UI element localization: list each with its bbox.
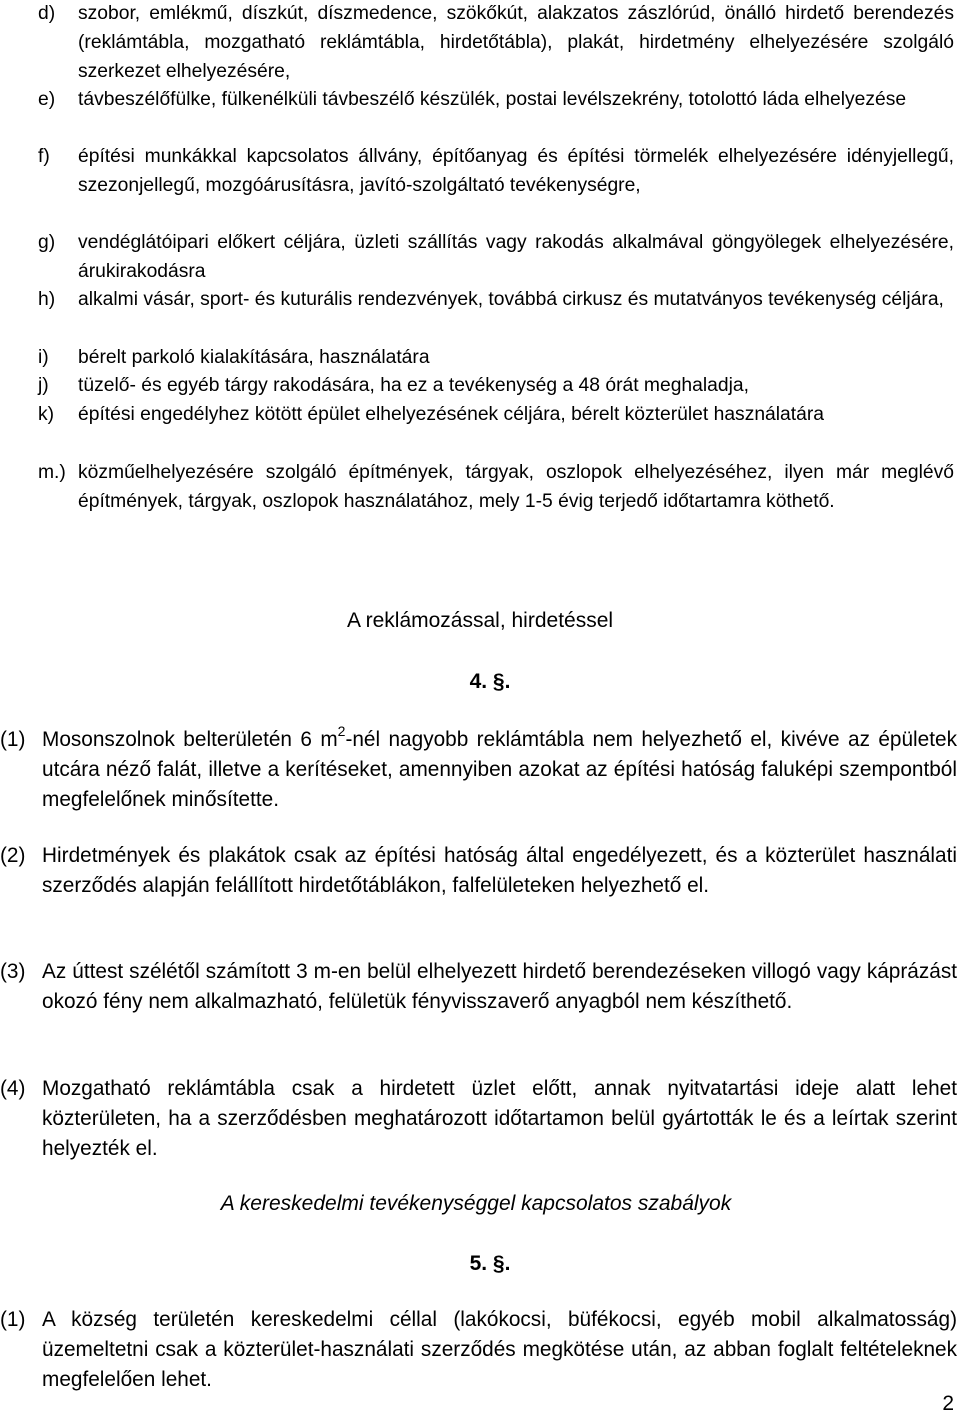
section-number: 4. §.	[469, 670, 511, 693]
list-marker: k)	[38, 404, 55, 425]
list-item-i	[38, 344, 954, 373]
paragraph-5-1	[0, 1305, 960, 1395]
section-number: 5. §.	[469, 1252, 511, 1275]
list-item-m	[38, 459, 954, 517]
paragraph-text: Mozgatható reklámtábla csak a hirdetett üzlet előtt, annak nyitvatartási ideje alatt lehet közterületen, ha a szerződésben meghatározott időtartamon belül gyártották le és a leírtak szerint helyezték el.	[42, 1077, 957, 1160]
list-item-f	[38, 143, 954, 201]
page-number: 2	[942, 1392, 954, 1415]
list-item-k	[38, 401, 954, 430]
paragraph-text-start: Mosonszolnok belterületén 6 m	[42, 728, 338, 751]
paragraph-text-end: -nél nagyobb reklámtábla nem helyezhető el, kivéve az épületek utcára néző falát, illetve a kerítéseket, amennyiben azokat az építési hatóság faluképi szempontból megfelelőnek minősítette.	[42, 728, 957, 811]
section-heading: A reklámozással, hirdetéssel	[346, 609, 614, 632]
list-marker: g)	[38, 232, 56, 253]
superscript: 2	[337, 723, 346, 739]
paragraph-4-1	[0, 725, 960, 815]
paragraph-text	[42, 725, 957, 815]
paragraph-number: (1)	[0, 1308, 26, 1331]
list-item-h	[38, 286, 954, 315]
list-item-text: bérelt parkoló kialakítására, használatára	[78, 347, 430, 368]
paragraph-number: (4)	[0, 1077, 26, 1100]
paragraph-text: Hirdetmények és plakátok csak az építési hatóság által engedélyezett, és a közterület használati szerződés alapján felállított hirdetőtáblákon, falfelületeken helyezhető el.	[42, 844, 957, 897]
list-item-text: vendéglátóipari előkert céljára, üzleti szállítás vagy rakodás alkalmával göngyölegek elhelyezésére, árukirakodásra	[78, 232, 954, 282]
list-item-text: közműelhelyezésére szolgáló építmények, tárgyak, oszlopok elhelyezéséhez, ilyen már meglévő építmények, tárgyak, oszlopok használatához, mely 1-5 évig terjedő időtartamra köthető.	[78, 462, 954, 512]
list-marker: f)	[38, 146, 50, 167]
section-heading: A kereskedelmi tevékenységgel kapcsolatos szabályok	[220, 1192, 732, 1215]
list-item-g	[38, 229, 954, 287]
list-item-text: építési engedélyhez kötött épület elhelyezésének céljára, bérelt közterület használatára	[78, 404, 825, 425]
list-marker: i)	[38, 347, 49, 368]
list-marker: h)	[38, 289, 56, 310]
paragraph-4-3	[0, 957, 960, 1017]
list-item-text: tüzelő- és egyéb tárgy rakodására, ha ez a tevékenység a 48 órát meghaladja,	[78, 375, 749, 396]
paragraph-text: Az úttest szélétől számított 3 m-en belül elhelyezett hirdető berendezéseken villogó vagy káprázást okozó fény nem alkalmazható, felületük fényvisszaverő anyagból nem készíthető.	[42, 960, 957, 1013]
list-marker: d)	[38, 3, 56, 24]
list-item-d	[38, 0, 954, 86]
list-item-text: alkalmi vásár, sport- és kuturális rendezvények, továbbá cirkusz és mutatványos tevékenység céljára,	[78, 289, 944, 310]
list-item-text: építési munkákkal kapcsolatos állvány, építőanyag és építési törmelék elhelyezésére idényjellegű, szezonjellegű, mozgóárusításra, javító-szolgáltató tevékenységre,	[78, 146, 954, 196]
list-item-text: szobor, emlékmű, díszkút, díszmedence, szökőkút, alakzatos zászlórúd, önálló hirdető berendezés (reklámtábla, mozgatható reklámtábla, hirdetőtábla), plakát, hirdetmény elhelyezésére szolgáló szerkezet elhelyezésére,	[78, 3, 954, 82]
paragraph-number: (3)	[0, 960, 26, 983]
paragraph-4-2	[0, 841, 960, 901]
list-item-j	[38, 372, 954, 401]
paragraph-number: (2)	[0, 844, 26, 867]
list-marker: m.)	[38, 462, 66, 483]
list-item-e	[38, 86, 954, 115]
paragraph-text: A község területén kereskedelmi céllal (lakókocsi, büfékocsi, egyéb mobil alkalmatosság) üzemeltetni csak a közterület-használati szerződés megkötése után, az abban foglalt feltételeknek megfelelően lehet.	[42, 1308, 957, 1391]
list-item-text: távbeszélőfülke, fülkenélküli távbeszélő készülék, postai levélszekrény, totolottó láda elhelyezése	[78, 89, 907, 110]
list-marker: e)	[38, 89, 56, 110]
list-marker: j)	[38, 375, 49, 396]
paragraph-4-4	[0, 1074, 960, 1164]
paragraph-number: (1)	[0, 728, 26, 751]
